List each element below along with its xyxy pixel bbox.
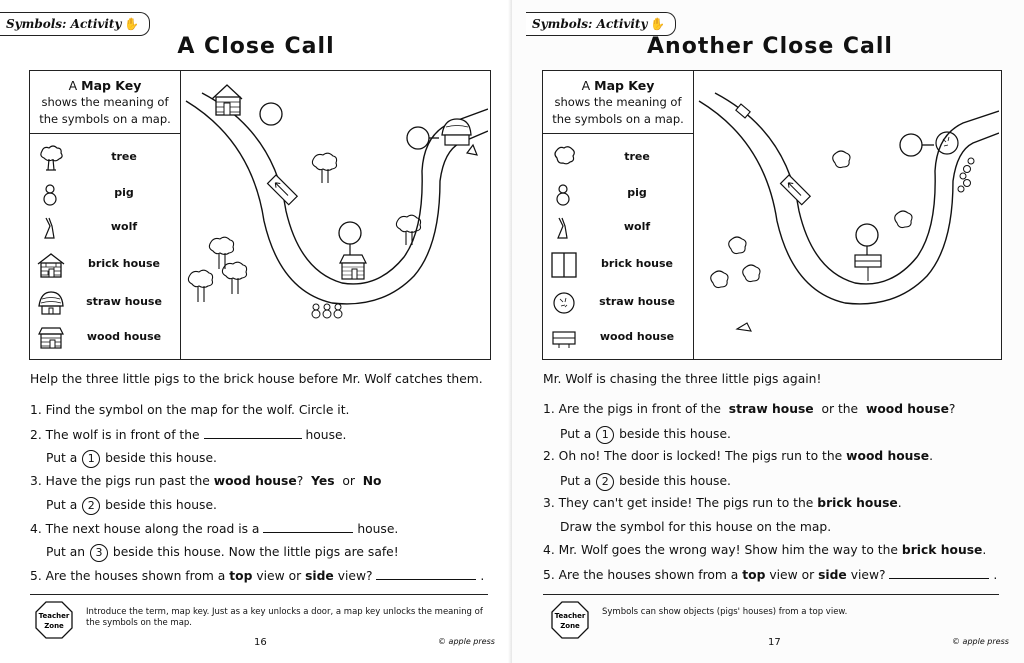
- wood-house-drawing: [340, 255, 366, 279]
- hand-icon: ✋: [124, 17, 140, 31]
- page-title: A Close Call: [177, 34, 335, 59]
- map-key-line: shows the meaning of: [41, 95, 169, 109]
- question-3-instruction: Draw the symbol for this house on the map.: [560, 520, 832, 534]
- question-1: 1. Find the symbol on the map for the wolf. Circle it.: [30, 403, 350, 417]
- key-row-tree: [543, 141, 693, 175]
- key-row-straw-house: [30, 286, 180, 320]
- key-label: pig: [627, 186, 647, 199]
- key-row-pig: [30, 177, 180, 211]
- map-key-line: the symbols on a map.: [552, 112, 684, 126]
- question-2: 2. The wolf is in front of the house.: [30, 428, 347, 442]
- key-label: straw house: [86, 295, 162, 308]
- publisher-mark: © apple press: [438, 637, 495, 646]
- key-label: pig: [114, 186, 134, 199]
- map-key-line: shows the meaning of: [554, 95, 682, 109]
- question-2: 2. Oh no! The door is locked! The pigs run to the wood house.: [543, 449, 934, 463]
- activity-tab: [526, 12, 676, 36]
- key-row-wood-house: [30, 321, 180, 355]
- arrow-sign: [781, 175, 811, 205]
- page-number: 16: [254, 637, 267, 648]
- svg-text:Zone: Zone: [560, 622, 580, 630]
- instructions-text: Help the three little pigs to the brick house before Mr. Wolf catches them.: [30, 372, 483, 386]
- question-5: 5. Are the houses shown from a top view or side view? .: [543, 568, 998, 582]
- straw-house-drawing: [442, 119, 471, 145]
- circled-number: 2: [596, 473, 614, 491]
- question-2-instruction: Put a 1 beside this house.: [46, 450, 217, 468]
- right-page: [512, 0, 1024, 663]
- map-key: [30, 71, 181, 359]
- brick-house-top-icon: [549, 251, 579, 279]
- circled-number: 1: [596, 426, 614, 444]
- pigs-drawing: [958, 158, 974, 192]
- key-row-pig: [543, 177, 693, 211]
- hand-icon: ✋: [650, 17, 666, 31]
- wolf-top-icon: [549, 214, 579, 242]
- straw-house-top-icon: [549, 289, 579, 317]
- page-title: Another Close Call: [647, 34, 893, 59]
- wood-house-icon: [36, 324, 66, 352]
- answer-blank[interactable]: [263, 521, 353, 533]
- question-3-instruction: Put a 2 beside this house.: [46, 497, 217, 515]
- activity-tab-label: Symbols: Activity: [6, 17, 122, 31]
- key-row-straw-house: [543, 286, 693, 320]
- wolf-drawing: [467, 145, 477, 155]
- key-row-tree: [30, 141, 180, 175]
- page-number: 17: [768, 637, 781, 648]
- map-key-title: Map Key: [594, 78, 655, 93]
- tree-drawings: [711, 151, 912, 288]
- key-row-brick-house: [30, 248, 180, 282]
- svg-text:Zone: Zone: [44, 622, 64, 630]
- pigs-drawing: [312, 304, 342, 318]
- key-label: wolf: [623, 220, 651, 233]
- wolf-icon: [36, 214, 66, 242]
- teacher-zone-text: Introduce the term, map key. Just as a key unlocks a door, a map key unlocks the meaning of the symbols on the map.: [86, 607, 483, 628]
- answer-blank[interactable]: [204, 427, 302, 439]
- map-key-header: A Map Key shows the meaning of the symbols on a map.: [543, 71, 693, 134]
- question-2-instruction: Put a 2 beside this house.: [560, 473, 731, 491]
- question-4: 4. The next house along the road is a house.: [30, 522, 399, 536]
- wolf-drawing: [737, 323, 751, 331]
- key-label: wood house: [86, 330, 162, 343]
- answer-blank[interactable]: [376, 568, 476, 580]
- wood-house-top-icon: [549, 324, 579, 352]
- instructions-text: Mr. Wolf is chasing the three little pigs again!: [543, 372, 822, 386]
- brick-house-icon: [36, 251, 66, 279]
- key-row-wood-house: [543, 321, 693, 355]
- map-key-title: Map Key: [81, 78, 142, 93]
- yes-option[interactable]: Yes: [311, 474, 335, 488]
- straw-house-icon: [36, 289, 66, 317]
- question-4: 4. Mr. Wolf goes the wrong way! Show him the way to the brick house.: [543, 543, 987, 557]
- svg-text:Teacher: Teacher: [38, 612, 70, 620]
- tree-top-icon: [549, 144, 579, 172]
- circled-number: 2: [82, 497, 100, 515]
- svg-text:Teacher: Teacher: [554, 612, 586, 620]
- answer-blank[interactable]: [889, 567, 989, 579]
- arrow-sign: [268, 175, 298, 205]
- key-row-brick-house: [543, 248, 693, 282]
- circled-number: 3: [90, 544, 108, 562]
- question-1: 1. Are the pigs in front of the straw house or the wood house?: [543, 402, 956, 416]
- question-4-instruction: Put an 3 beside this house. Now the little pigs are safe!: [46, 544, 399, 562]
- key-row-wolf: [30, 211, 180, 245]
- question-5: 5. Are the houses shown from a top view or side view? .: [30, 569, 485, 583]
- answer-circle: [260, 103, 282, 125]
- pig-icon: [36, 180, 66, 208]
- key-label: tree: [624, 150, 650, 163]
- key-label: brick house: [88, 257, 160, 270]
- key-label: wolf: [110, 220, 138, 233]
- map-key-header: A Map Key shows the meaning of the symbols on a map.: [30, 71, 180, 134]
- footer-divider: [543, 594, 999, 595]
- map-frame: [542, 70, 1002, 360]
- publisher-mark: © apple press: [952, 637, 1009, 646]
- brick-house-drawing: [212, 85, 242, 115]
- question-3: 3. Have the pigs run past the wood house? Yes or No: [30, 474, 382, 488]
- key-label: straw house: [599, 295, 675, 308]
- activity-tab-label: Symbols: Activity: [532, 17, 648, 31]
- teacher-zone-badge: [34, 600, 74, 640]
- question-3: 3. They can't get inside! The pigs run to the brick house.: [543, 496, 902, 510]
- map-frame: [29, 70, 491, 360]
- footer-divider: [30, 594, 488, 595]
- question-1-instruction: Put a 1 beside this house.: [560, 426, 731, 444]
- circled-number: 1: [82, 450, 100, 468]
- key-label: tree: [111, 150, 137, 163]
- activity-tab: [0, 12, 150, 36]
- top-view-map: [695, 71, 999, 359]
- no-option[interactable]: No: [362, 474, 382, 488]
- key-row-wolf: [543, 211, 693, 245]
- key-label: brick house: [601, 257, 673, 270]
- map-key-line: the symbols on a map.: [39, 112, 171, 126]
- pig-top-icon: [549, 180, 579, 208]
- key-label: wood house: [599, 330, 675, 343]
- teacher-zone-text: Symbols can show objects (pigs' houses) from a top view.: [602, 607, 848, 617]
- map-key: [543, 71, 694, 359]
- side-view-map: [182, 71, 488, 359]
- teacher-zone-badge: [550, 600, 590, 640]
- tree-icon: [36, 144, 66, 172]
